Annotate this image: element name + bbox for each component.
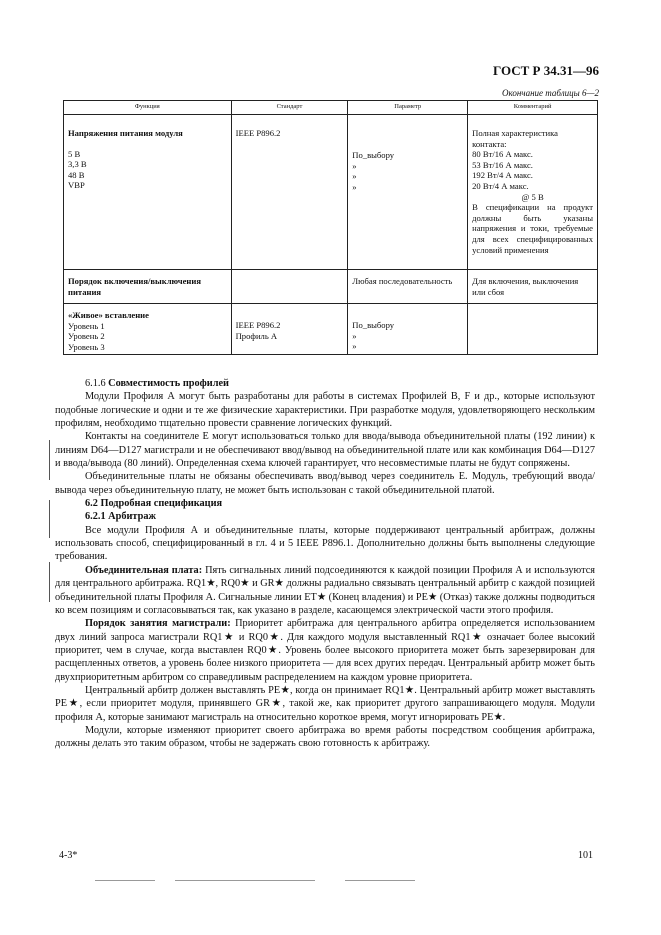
standard-value: IEEE P896.2 Профиль А <box>235 320 281 341</box>
revision-bar <box>49 500 50 538</box>
function-title: «Живое» вставление <box>68 310 149 320</box>
paragraph-lead: Порядок занятия магистрали: <box>85 618 231 630</box>
section-number: 6.1.6 <box>85 378 106 389</box>
paragraph: Объединительные платы не обязаны обеспечивать ввод/вывод через соединитель Е. Модуль, требующий ввода/вывода через объединительную плату, не может быть использован с такой объединительной платой. <box>55 471 595 496</box>
section-heading-6-2: 6.2 Подробная спецификация <box>85 498 223 510</box>
table-cell <box>468 304 598 355</box>
table-cell <box>64 304 232 355</box>
revision-bar <box>49 562 50 602</box>
function-title: Напряжения питания модуля <box>68 128 183 138</box>
paragraph-lead: Объединительная плата: <box>85 564 203 576</box>
table-cell <box>64 270 232 304</box>
function-lines: 5 В 3,3 В 48 В VBP <box>68 148 87 191</box>
paragraph-text: Пять сигнальных линий подсоединяются к каждой позиции Профиля А и используются для центрального арбитража. RQ1★, RQ0★ и GR★ должны радиально связывать центральный арбитр с каждой позицией объединительной платы Профиля А. Сигнальные линии ET★ (Конец владения) и PE★ (Отказ) также должны подводиться ко всем позициям и согласовываться так, как указано в разделе, касающемся электрической части этого профиля. <box>55 564 596 616</box>
paragraph-text: Приоритет арбитража для центрального арбитра определяется использованием двух линий запроса магистрали RQ1★ и RQ0★. Для каждого модуля выставленный RQ1★ означает более высокий приоритет, чем в случае, когда выставлен RQ0★. Уровень более высокого приоритета может быть зарезервирован для расщепленных ответов, а уровень более низкого приоритета — для всех других передач. Центральный арбитр может быть двухприоритетным арбитром со справедливым распределением на каждом уровне приоритета. <box>55 618 595 683</box>
comment-requirement: В спецификации на продукт должны быть указаны напряжения и токи, требуемые для всех специфицированных условий применения <box>472 202 593 255</box>
column-header: Параметр <box>348 101 468 115</box>
page-number: 101 <box>578 850 593 861</box>
paragraph <box>55 617 595 684</box>
scan-artifact-line <box>345 880 415 881</box>
column-header: Стандарт <box>231 101 348 115</box>
table-cell <box>231 115 348 270</box>
table-cell <box>348 115 468 270</box>
table-cell <box>231 270 348 304</box>
paragraph: Модули Профиля А могут быть разработаны для работы в системах Профилей В, F и др., которые используют подобные логические и одни и те же физические характеристики. При разработке модуля, удовлетворяющего нескольким профилям, необходимо тщательно провести сравнение логических функций. <box>55 391 595 430</box>
column-header: Функция <box>64 101 232 115</box>
standard-value: IEEE P896.2 <box>235 128 281 138</box>
comment-characteristics: Полная характеристика контакта: 80 Вт/16 А макс. 53 Вт/16 А макс. 192 Вт/4 А макс. 20 Вт/4 А макс. <box>472 128 558 191</box>
scan-artifact-line <box>95 880 155 881</box>
paragraph: Контакты на соединителе Е могут использоваться только для ввода/вывода объединительной платы (192 линии) к линиям D64—D127 магистрали и не обеспечивают ввод/вывод на объединительной плате или как комбинация D64—D127 и ввода/вывода (80 линий). Определенная схема ключей гарантирует, что несовместимые платы не будут сопряжены. <box>55 431 595 470</box>
paragraph: Модули, которые изменяют приоритет своего арбитража во время работы посредством сообщения арбитража, должны делать это таким образом, чтобы не задержать свою готовность к арбитражу. <box>55 724 595 750</box>
comment-note: @ 5 В <box>521 191 544 202</box>
table-cell <box>231 304 348 355</box>
section-heading-6-1-6 <box>55 377 595 390</box>
footer-sheet-mark: 4-3* <box>59 850 78 861</box>
section-heading-6-2-1: 6.2.1 Арбитраж <box>85 511 156 523</box>
table-row <box>64 115 598 270</box>
document-header-title: ГОСТ Р 34.31—96 <box>493 63 599 78</box>
revision-bar <box>49 440 50 480</box>
function-lines: Уровень 1 Уровень 2 Уровень 3 <box>68 320 105 352</box>
function-title: Порядок включения/выключения питания <box>68 276 201 297</box>
section-title: Совместимость профилей <box>108 378 229 389</box>
body-text <box>55 377 595 751</box>
table-cell <box>348 304 468 355</box>
paragraph: Центральный арбитр должен выставлять PE★, когда он принимает RQ1★. Центральный арбитр может выставлять PE★, если приоритет модуля, принявшего GR★, такой же, как приоритет другого запрашивающего модуля. Модули профиля А, которые занимают магистраль на относительно короткое время, могут игнорировать PE★. <box>55 684 595 723</box>
table-cell <box>468 115 598 270</box>
scan-artifact-line <box>175 880 315 881</box>
table-cell <box>348 270 468 304</box>
table-continuation-label: Окончание таблицы 6—2 <box>501 88 599 98</box>
paragraph: Все модули Профиля А и объединительные платы, которые поддерживают центральный арбитраж, должны использовать способ, специфицированный в гл. 4 и 5 IEEE P896.1. Дополнительно должны быть выполнены следующие требования. <box>55 524 595 563</box>
table-row <box>64 304 598 355</box>
column-header: Комментарий <box>468 101 598 115</box>
parameter-value: По_выбору » » » <box>352 150 395 192</box>
table-cell <box>64 115 232 270</box>
specification-table <box>63 100 598 355</box>
table-cell <box>468 270 598 304</box>
parameter-value: По_выбору » » <box>352 320 395 352</box>
table-row <box>64 270 598 304</box>
comment-value: Для включения, выключения или сбоя <box>472 276 579 297</box>
parameter-value: Любая последовательность <box>352 276 453 286</box>
table-header-row <box>64 101 598 115</box>
paragraph <box>55 564 595 617</box>
